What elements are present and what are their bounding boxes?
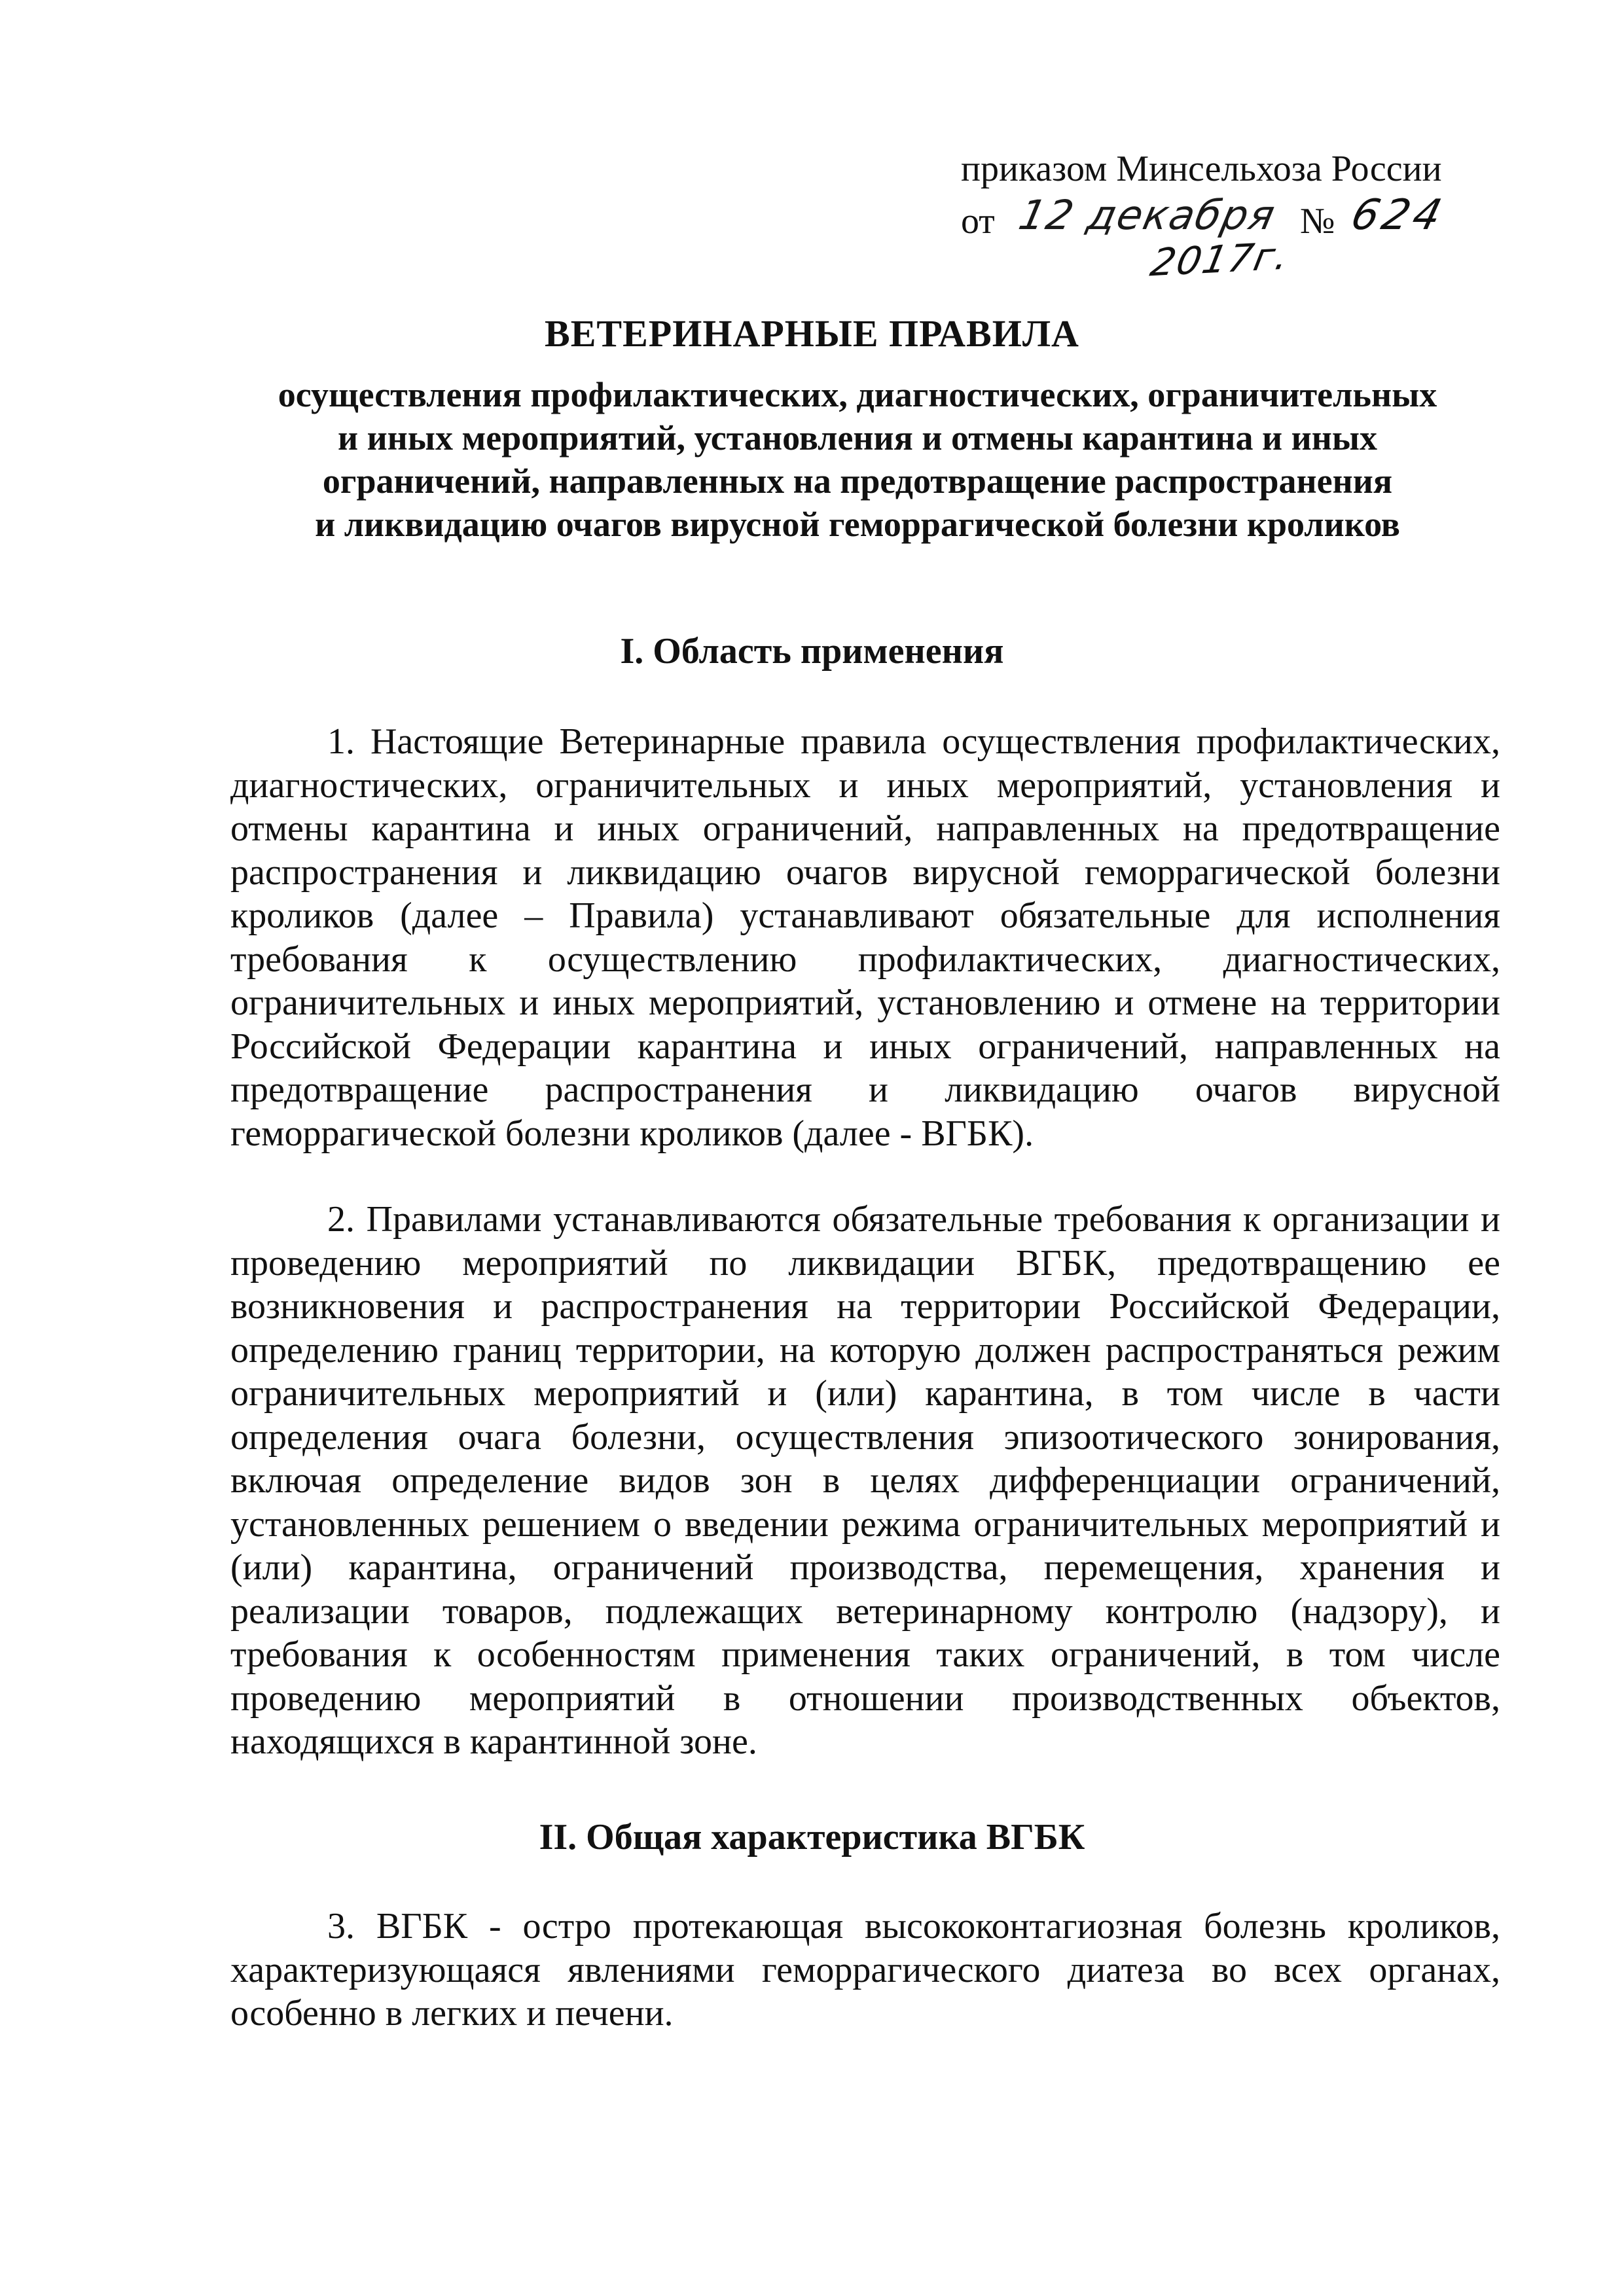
handwritten-order-number: 624 bbox=[1346, 191, 1451, 240]
number-sign: № bbox=[1300, 201, 1335, 242]
paragraph-3: 3. ВГБК - остро протекающая высококонтагиозная болезнь кроликов, характеризующаяся явлениями геморрагического диатеза во всех органах, особенно в легких и печени. bbox=[230, 1906, 1500, 2034]
subtitle-line: осуществления профилактических, диагностических, ограничительных bbox=[278, 375, 1437, 414]
approval-order-line: приказом Минсельхоза России bbox=[961, 149, 1442, 189]
approval-date-line bbox=[961, 191, 1537, 285]
subtitle-line: ограничений, направленных на предотвращение распространения bbox=[322, 461, 1393, 501]
date-prefix: от bbox=[961, 201, 995, 242]
subtitle-line: и ликвидацию очагов вирусной геморрагической болезни кроликов bbox=[315, 505, 1400, 544]
handwritten-date: 12 декабря bbox=[1015, 191, 1280, 239]
section-heading-characteristics: II. Общая характеристика ВГБК bbox=[539, 1817, 1085, 1857]
document-subtitle bbox=[216, 373, 1499, 546]
section-heading-scope: I. Область применения bbox=[620, 631, 1004, 672]
approval-block bbox=[961, 143, 1537, 285]
subtitle-line: и иных мероприятий, установления и отмены карантина и иных bbox=[337, 418, 1378, 457]
paragraph-1: 1. Настоящие Ветеринарные правила осуществления профилактических, диагностических, ограничительных и иных мероприятий, установления и отмены карантина и иных ограничений, направленных на предотвращение распространения и ликвидацию очагов вирусной геморрагической болезни кроликов (далее – Правила) устанавливают обязательные для исполнения требования к осуществлению профилактических, диагностических, ограничительных и иных мероприятий, установлению и отмене на территории Российской Федерации карантина и иных ограничений, направленных на предотвращение распространения и ликвидацию очагов вирусной геморрагической болезни кроликов (далее - ВГБК). bbox=[230, 721, 1500, 1154]
paragraph-2: 2. Правилами устанавливаются обязательные требования к организации и проведению мероприятий по ликвидации ВГБК, предотвращению ее возникновения и распространения на территории Российской Федерации, определению границ территории, на которую должен распространяться режим ограничительных мероприятий и (или) карантина, в том числе в части определения очага болезни, осуществления эпизоотического зонирования, включая определение видов зон в целях дифференциации ограничений, установленных решением о введении режима ограничительных мероприятий и (или) карантина, ограничений производства, перемещения, хранения и реализации товаров, подлежащих ветеринарному контролю (надзору), и требования к особенностям применения таких ограничений, в том числе проведению мероприятий в отношении производственных объектов, находящихся в карантинной зоне. bbox=[230, 1199, 1500, 1762]
handwritten-year: 2017г. bbox=[1147, 233, 1294, 285]
document-title: ВЕТЕРИНАРНЫЕ ПРАВИЛА bbox=[545, 312, 1079, 355]
